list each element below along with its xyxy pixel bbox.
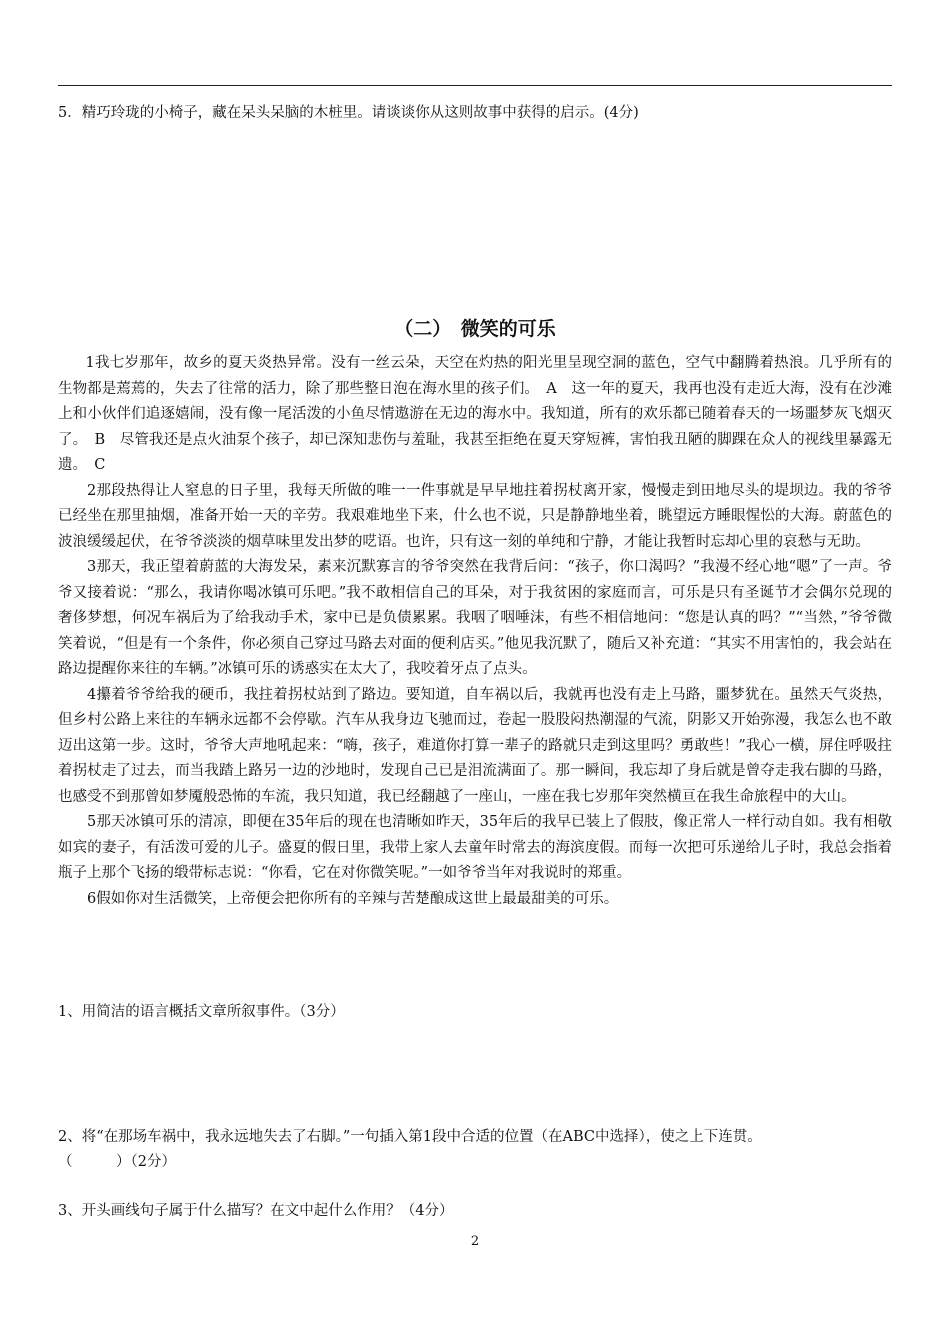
question-5: 5．精巧玲珑的小椅子，藏在呆头呆脑的木桩里。请谈谈你从这则故事中获得的启示。(4分) <box>58 105 639 121</box>
top-rule <box>58 85 892 86</box>
question-1: 1、用简洁的语言概括文章所叙事件。（3分） <box>58 1004 345 1020</box>
question-2: 2、将“在那场车祸中，我永远地失去了右脚。”一句插入第1段中合适的位置（在ABC中选择），使之上下连贯。 <box>58 1129 762 1145</box>
paragraph-6: 6假如你对生活微笑，上帝便会把你所有的辛辣与苦楚酿成这世上最最甜美的可乐。 <box>87 890 619 907</box>
section-title: （二） 微笑的可乐 <box>394 318 556 340</box>
question-2-answer-blank: （ ）（2分） <box>58 1154 176 1170</box>
article-body <box>58 351 892 912</box>
paragraph-4: 4攥着爷爷给我的硬币，我拄着拐杖站到了路边。要知道，自车祸以后，我就再也没有走上马路，噩梦犹在。虽然天气炎热，但乡村公路上来往的车辆永远都不会停歇。汽车从我身边飞驰而过，卷起一股股闷热潮湿的气流，阴影又开始弥漫，我怎么也不敢迈出这第一步。这时，爷爷大声地吼起来：“嗨，孩子，难道你打算一辈子的路就只走到这里吗？勇敢些！”我心一横，屏住呼吸拄着拐杖走了过去，而当我踏上路另一边的沙地时，发现自己已是泪流满面了。那一瞬间，我忘却了身后就是曾夺走我右脚的马路，也感受不到那曾如梦魇般恐怖的车流，我只知道，我已经翻越了一座山，一座在我七岁那年突然横亘在我生命旅程中的大山。 <box>58 686 892 805</box>
paragraph-1: 1我七岁那年，故乡的夏天炎热异常。没有一丝云朵，天空在灼热的阳光里呈现空洞的蓝色，空气中翻腾着热浪。几乎所有的生物都是蔫蔫的，失去了往常的活力，除了那些整日泡在海水里的孩子们。 A 这一年的夏天，我再也没有走近大海，没有在沙滩上和小伙伴们追逐嬉闹，没有像一尾活泼的小鱼尽情遨游在无边的海水中。我知道，所有的欢乐都已随着春天的一场噩梦灰飞烟灭了。 B 尽管我还是点火油泵个孩子，却已深知悲伤与羞耻，我甚至拒绝在夏天穿短裤，害怕我丑陋的脚踝在众人的视线里暴露无遗。 C <box>58 355 892 473</box>
paragraph-5: 5那天冰镇可乐的清凉，即便在35年后的现在也清晰如昨天，35年后的我早已装上了假肢，像正常人一样行动自如。我有相敬如宾的妻子，有活泼可爱的儿子。盛夏的假日里，我带上家人去童年时常去的海滨度假。而每一次把可乐递给儿子时，我总会指着瓶子上那个飞扬的缎带标志说：“你看，它在对你微笑呢。”一如爷爷当年对我说时的郑重。 <box>58 814 892 881</box>
paragraph-3: 3那天，我正望着蔚蓝的大海发呆，素来沉默寡言的爷爷突然在我背后问：“孩子，你口渴吗？”我漫不经心地“嗯”了一声。爷爷又接着说：“那么，我请你喝冰镇可乐吧。”我不敢相信自己的耳朵，对于我贫困的家庭而言，可乐是只有圣诞节才会偶尔兑现的奢侈梦想，何况车祸后为了给我动手术，家中已是负债累累。我咽了咽唾沫，有些不相信地问：“您是认真的吗？”“当然，”爷爷微笑着说，“但是有一个条件，你必须自己穿过马路去对面的便利店买。”他见我沉默了，随后又补充道：“其实不用害怕的，我会站在路边提醒你来往的车辆。”冰镇可乐的诱惑实在太大了，我咬着牙点了点头。 <box>58 559 892 677</box>
paragraph-2: 2那段热得让人窒息的日子里，我每天所做的唯一一件事就是早早地拄着拐杖离开家，慢慢走到田地尽头的堤坝边。我的爷爷已经坐在那里抽烟，准备开始一天的辛劳。我艰难地坐下来，什么也不说，只是静静地坐着，眺望远方睡眼惺忪的大海。蔚蓝色的波浪缓缓起伏，在爷爷淡淡的烟草味里发出梦的呓语。也许，只有这一刻的单纯和宁静，才能让我暂时忘却心里的哀愁与无助。 <box>58 482 892 550</box>
question-3: 3、开头画线句子属于什么描写？在文中起什么作用？（4分） <box>58 1203 454 1219</box>
page-number: 2 <box>470 1234 480 1249</box>
